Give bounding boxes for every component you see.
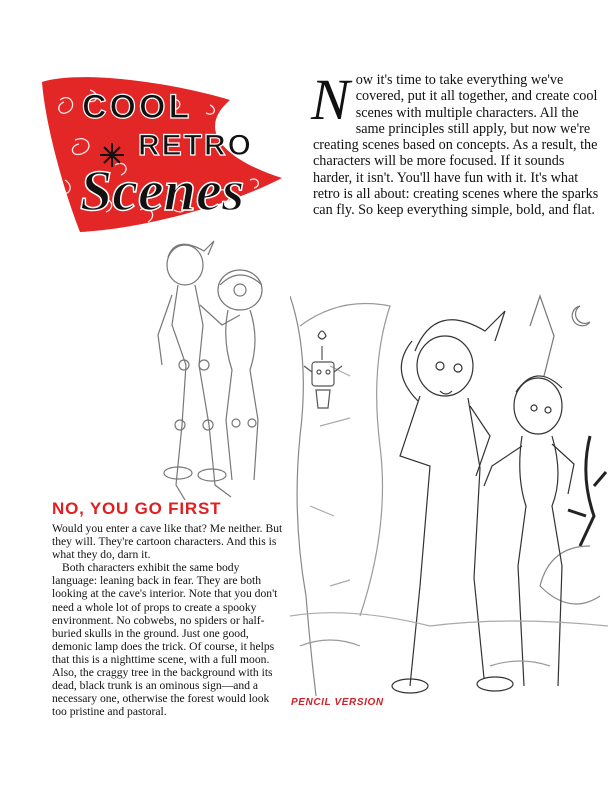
pencil-illustration [290,286,608,696]
character-boy [392,311,513,693]
title-graphic [20,60,290,240]
construction-sketch [100,235,300,500]
section-heading: NO, YOU GO FIRST [52,499,222,518]
title-line-retro: RETRO [138,129,253,162]
body-paragraph-2: Both characters exhibit the same body language: leaning back in fear. They are both looking at the cave's interior. Note that you don't need a whole lot of props to create a spooky environment. No cobwebs, no spiders or half-buried skulls in the ground. Just one good, demonic lamp does the trick. Of course, it helps that this is a nighttime scene, with a full moon. Also, the craggy tree in the background with its dead, black trunk is an ominous sign—and a necessary one, otherwise the forest would look too pristine and pastoral. [52,561,278,719]
body-paragraph-1: Would you enter a cave like that? Me neither. But they will. They're cartoon characters. And this is what they do, darn it. [52,522,283,562]
dead-tree [568,436,606,546]
figure-caption: PENCIL VERSION [291,697,384,708]
intro-paragraph [311,67,603,219]
moon-icon [572,306,590,326]
cave-wall [290,296,316,696]
title-line-scenes: Scenes [80,158,245,223]
section-body [52,522,284,718]
drop-cap: N [311,67,350,132]
character-girl [484,296,574,686]
intro-text: ow it's time to take everything we've covered, put it all together, and create cool scenes with multiple characters. All the same principles still apply, but now we're creating scenes based on concepts. As a result, the characters will be more focused. If it sounds harder, it isn't. You'll have fun with it. It's what retro is all about: creating scenes where the sparks can fly. So keep everything simple, bold, and flat. [313,72,599,219]
title-line-cool: COOL [82,88,193,126]
